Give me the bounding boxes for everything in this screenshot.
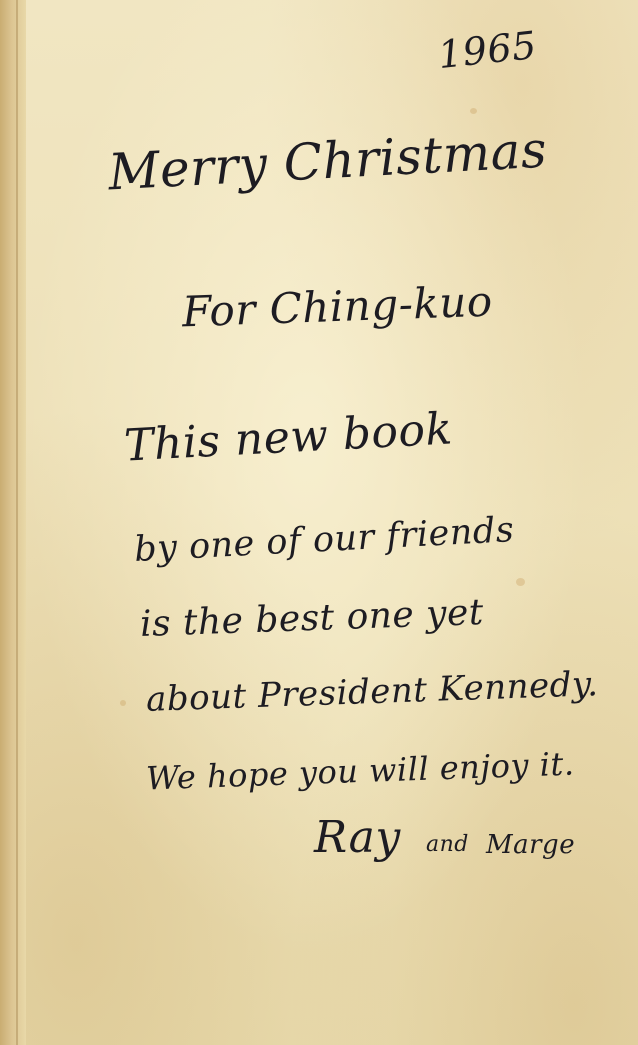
binding-crease [16, 0, 18, 1045]
inscription-line-3: is the best one yet [139, 592, 485, 645]
inscription-recipient: For Ching-kuo [181, 276, 494, 337]
inscription-signature [314, 812, 574, 892]
signature-name-1: Ray [314, 812, 401, 863]
signature-name-2: Marge [486, 830, 576, 860]
signature-joiner: and [426, 832, 469, 857]
inscription-line-4: about President Kennedy. [145, 664, 600, 720]
foxing-stain [516, 578, 525, 586]
inscription-greeting: Merry Christmas [106, 120, 549, 202]
inscription-year: 1965 [435, 22, 539, 78]
inscription-line-5: We hope you will enjoy it. [145, 744, 576, 798]
book-binding-edge [0, 0, 26, 1045]
inscription-line-1: This new book [122, 403, 454, 472]
inscription-line-2: by one of our friends [133, 510, 516, 570]
foxing-stain [120, 700, 126, 706]
foxing-stain [470, 108, 477, 114]
